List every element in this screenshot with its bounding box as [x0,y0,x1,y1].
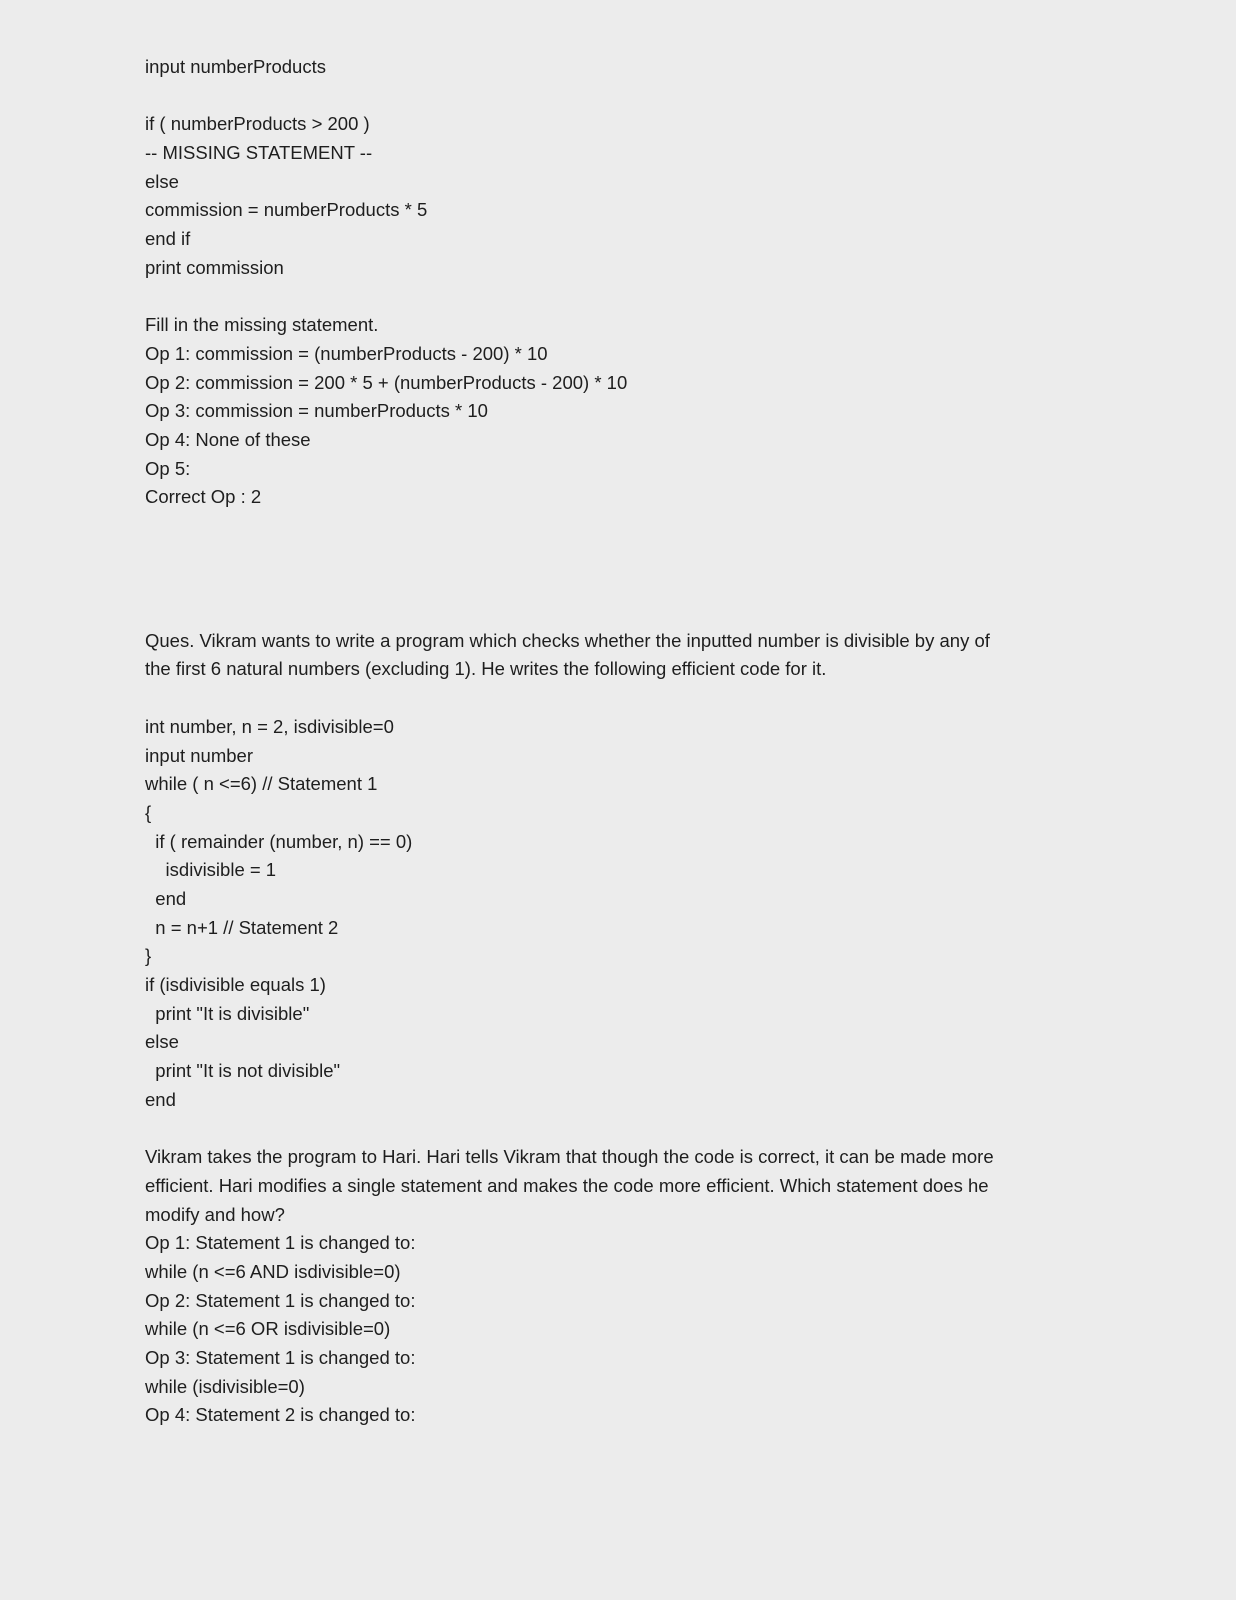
text-line: Op 2: Statement 1 is changed to: [145,1289,416,1311]
blank-line [145,598,994,627]
text-line: Op 5: [145,457,191,479]
blank-line [145,283,994,312]
text-line: Op 3: commission = numberProducts * 10 [145,400,488,422]
text-line: Fill in the missing statement. [145,314,379,336]
text-line: input numberProducts [145,56,326,77]
text-line: Op 4: None of these [145,428,311,450]
text-line: isdivisible = 1 [145,859,277,881]
text-line: efficient. Hari modifies a single statement and makes the code more efficient. Which statement does he [145,1174,989,1196]
text-line: n = n+1 // Statement 2 [145,916,339,938]
text-line: Op 1: commission = (numberProducts - 200) * 10 [145,342,548,364]
text-line: { [145,801,152,823]
text-line: the first 6 natural numbers (excluding 1). He writes the following efficient code for it. [145,658,827,680]
text-line: while (isdivisible=0) [145,1375,305,1397]
text-line: end if [145,228,191,250]
document-page [145,53,994,1430]
text-line: else [145,170,179,192]
blank-line [145,684,994,713]
text-line: while (n <=6 AND isdivisible=0) [145,1260,401,1282]
text-line: int number, n = 2, isdivisible=0 [145,715,394,737]
text-line: print "It is not divisible" [145,1060,341,1082]
text-line: -- MISSING STATEMENT -- [145,142,373,164]
text-line: } [145,945,152,967]
text-line: while (n <=6 OR isdivisible=0) [145,1318,391,1340]
text-line: Op 2: commission = 200 * 5 + (numberProducts - 200) * 10 [145,371,628,393]
text-line: if (isdivisible equals 1) [145,974,326,995]
text-line: Op 3: Statement 1 is changed to: [145,1346,416,1368]
blank-line [145,82,994,111]
text-line: else [145,1031,179,1053]
text-line: if ( numberProducts > 200 ) [145,113,370,135]
text-line: end [145,1088,176,1110]
text-line: Op 4: Statement 2 is changed to: [145,1404,416,1426]
text-line: Ques. Vikram wants to write a program which checks whether the inputted number is divisible by any of [145,629,990,651]
text-line: if ( remainder (number, n) == 0) [145,830,413,852]
blank-line [145,1114,994,1143]
text-line: Correct Op : 2 [145,486,262,508]
text-line: end [145,887,187,909]
blank-line [145,569,994,598]
text-line: modify and how? [145,1203,285,1225]
text-line: Vikram takes the program to Hari. Hari tells Vikram that though the code is correct, it can be made more [145,1146,994,1168]
text-line: while ( n <=6) // Statement 1 [145,773,378,795]
text-line: print commission [145,256,284,278]
blank-line [145,541,994,570]
blank-line [145,512,994,541]
text-line: input number [145,744,253,766]
text-line: commission = numberProducts * 5 [145,199,428,221]
text-line: Op 1: Statement 1 is changed to: [145,1232,416,1254]
text-line: print "It is divisible" [145,1002,310,1024]
